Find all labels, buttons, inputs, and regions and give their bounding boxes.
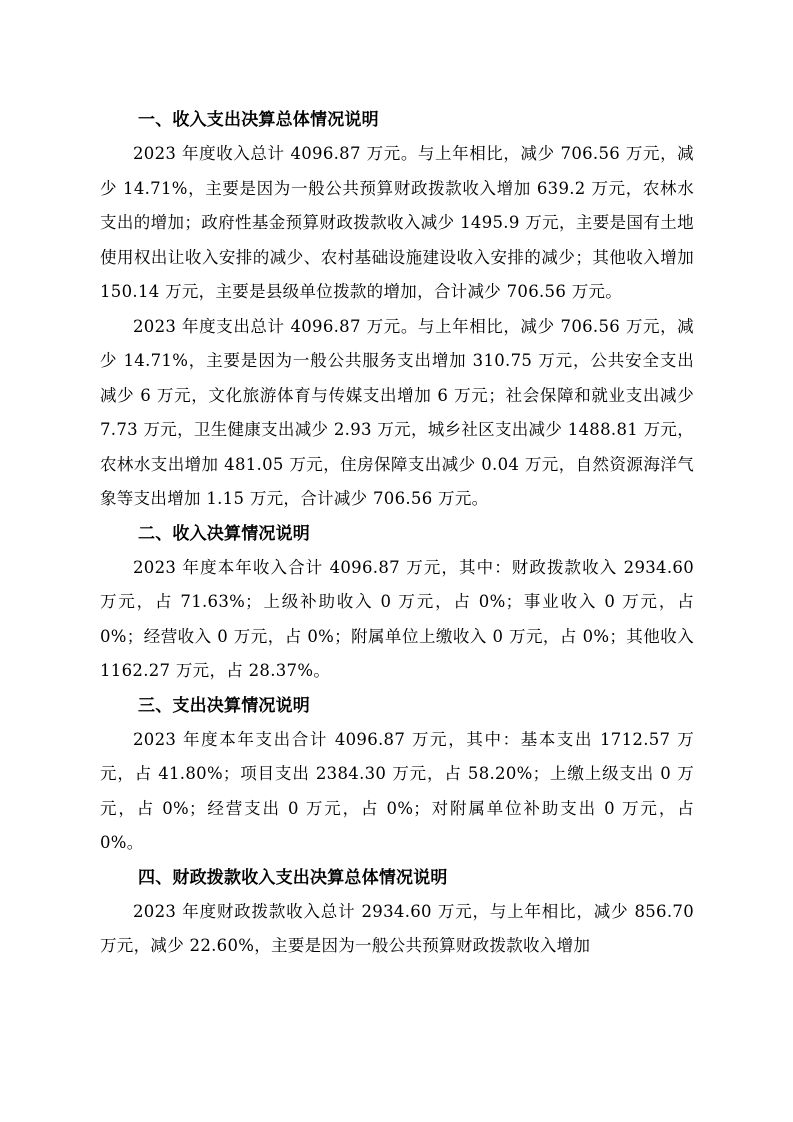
section-heading-4: 四、财政拨款收入支出决算总体情况说明 (138, 867, 448, 888)
section-1-paragraph-1: 2023 年度收入总计 4096.87 万元。与上年相比，减少 706.56 万元，减少 14.71%，主要是因为一般公共预算财政拨款收入增加 639.2 万元，农林水支出的增加；政府性基金预算财政拨款收入减少 1495.9 万元，主要是国有土地使用权出让收入安排的减少、农村基础设施建设收入安排的减少；其他收入增加 150.14 万元，主要是县级单位拨款的增加，合计减少 706.56 万元。 (100, 144, 694, 301)
section-3-paragraph-1: 2023 年度本年支出合计 4096.87 万元，其中：基本支出 1712.57 万元，占 41.80%；项目支出 2384.30 万元，占 58.20%；上缴上级支出 0 万元，占 0%；经营支出 0 万元，占 0%；对附属单位补助支出 0 万元，占 0%。 (100, 729, 694, 852)
section-heading-2: 二、收入决算情况说明 (138, 523, 310, 544)
section-heading-3: 三、支出决算情况说明 (138, 695, 310, 716)
section-heading-1: 一、收入支出决算总体情况说明 (138, 110, 379, 130)
section-2-paragraph-1: 2023 年度本年收入合计 4096.87 万元，其中：财政拨款收入 2934.60 万元，占 71.63%；上级补助收入 0 万元，占 0%；事业收入 0 万元，占 0%；经营收入 0 万元，占 0%；附属单位上缴收入 0 万元，占 0%；其他收入 1162.27 万元，占 28.37%。 (100, 557, 694, 680)
section-1-paragraph-2: 2023 年度支出总计 4096.87 万元。与上年相比，减少 706.56 万元，减少 14.71%，主要是因为一般公共服务支出增加 310.75 万元，公共安全支出减少 6 万元，文化旅游体育与传媒支出增加 6 万元；社会保障和就业支出减少 7.73 万元，卫生健康支出减少 2.93 万元，城乡社区支出减少 1488.81 万元，农林水支出增加 481.05 万元，住房保障支出减少 0.04 万元，自然资源海洋气象等支出增加 1.15 万元，合计减少 706.56 万元。 (100, 316, 694, 508)
section-4-paragraph-1: 2023 年度财政拨款收入总计 2934.60 万元，与上年相比，减少 856.70 万元，减少 22.60%，主要是因为一般公共预算财政拨款收入增加 (100, 901, 694, 955)
document-body (100, 103, 694, 964)
